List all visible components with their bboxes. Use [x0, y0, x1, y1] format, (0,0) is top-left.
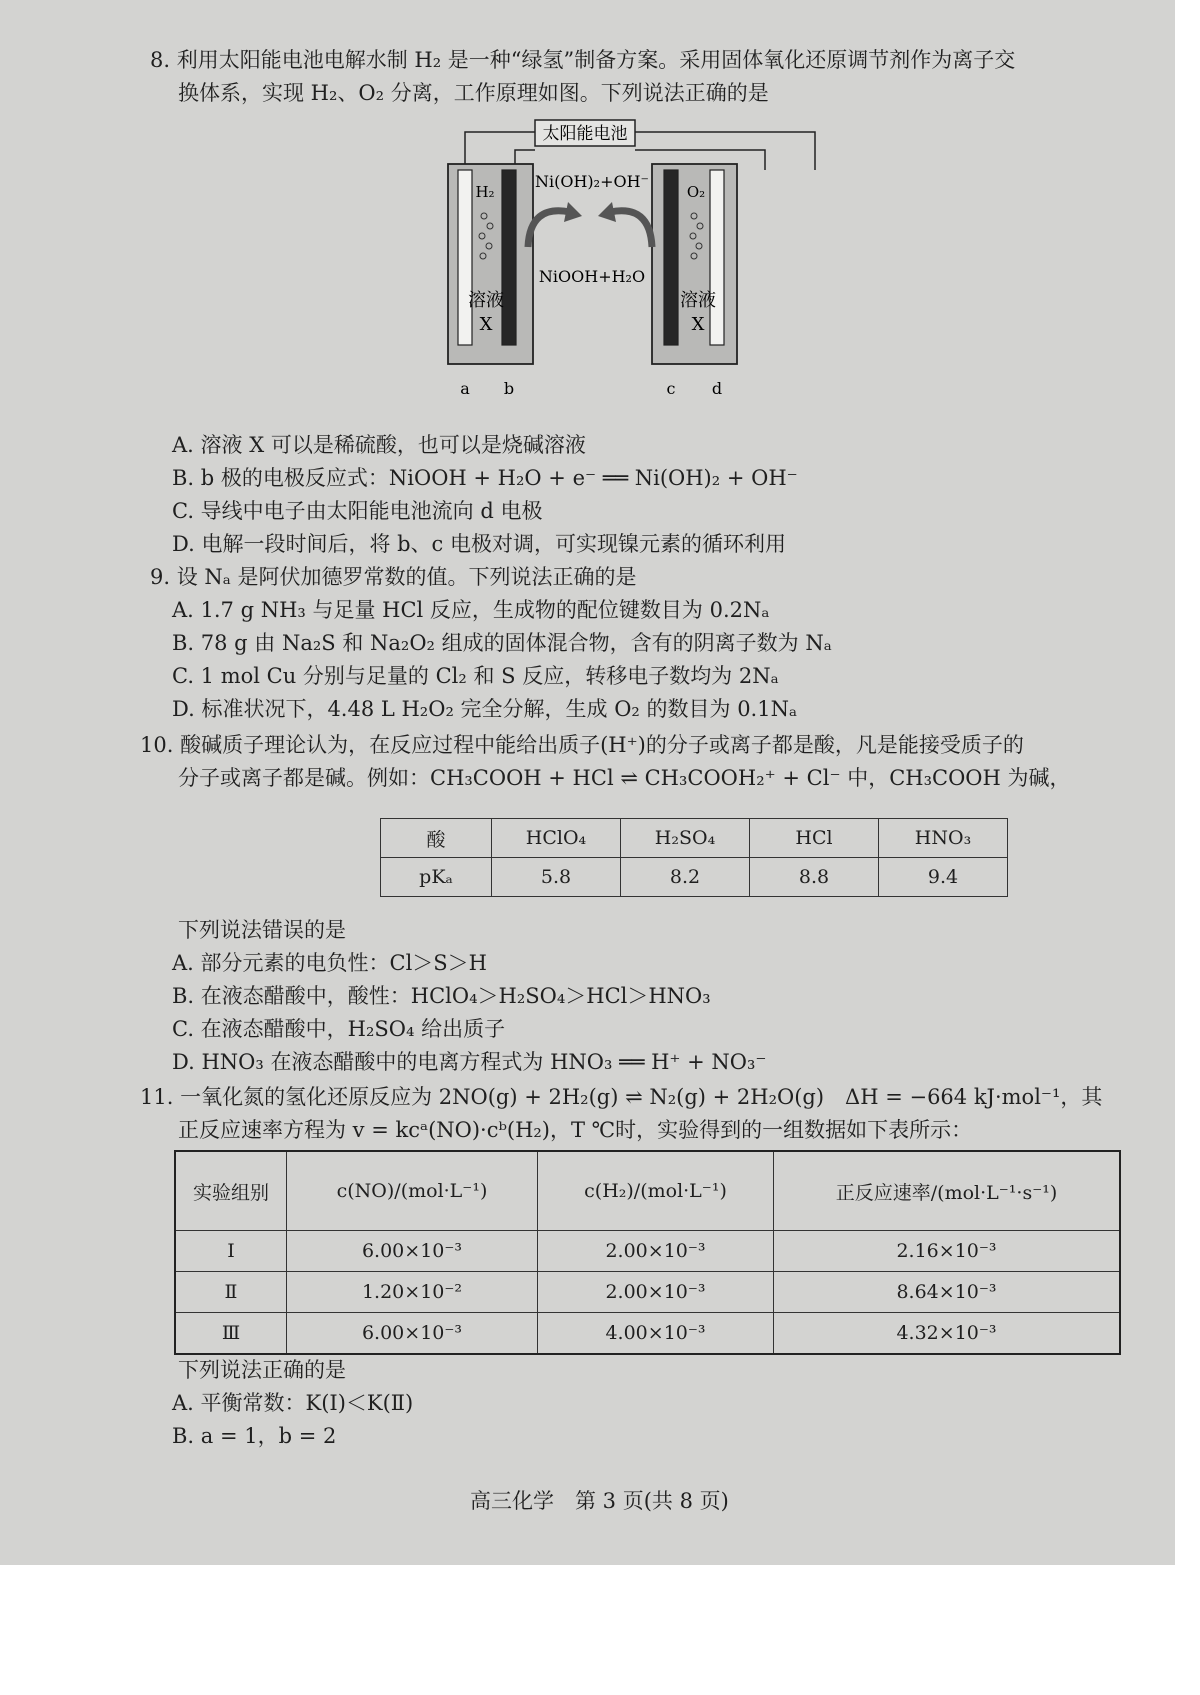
q11-stem-line1: 11. 一氧化氮的氢化还原反应为 2NO(g) + 2H₂(g) ⇌ N₂(g) + 2H₂O(g) ΔH = −664 kJ·mol⁻¹，其: [140, 1085, 1103, 1109]
electrode-b: [502, 170, 516, 345]
pka-value-cell: 9.4: [879, 858, 1008, 897]
q8-option-a: A. 溶液 X 可以是稀硫酸，也可以是烧碱溶液: [172, 433, 586, 457]
pka-header-cell: 酸: [381, 819, 492, 858]
pka-value-cell: 8.2: [621, 858, 750, 897]
electrolysis-diagram: [440, 112, 840, 412]
pka-header-row: [381, 819, 1008, 858]
rate-cell: 4.32×10⁻³: [774, 1313, 1121, 1355]
pka-value-cell: 5.8: [492, 858, 621, 897]
q9-option-d: D. 标准状况下，4.48 L H₂O₂ 完全分解，生成 O₂ 的数目为 0.1Nₐ: [172, 697, 798, 721]
rate-row: [175, 1231, 1120, 1272]
q9-stem: 9. 设 Nₐ 是阿伏加德罗常数的值。下列说法正确的是: [150, 565, 637, 589]
rate-header-row: [175, 1151, 1120, 1231]
pka-header-cell: HNO₃: [879, 819, 1008, 858]
q10-stem-line1: 10. 酸碱质子理论认为，在反应过程中能给出质子(H⁺)的分子或离子都是酸，凡是能接受质子的: [140, 733, 1024, 757]
lower-reaction-label: NiOOH+H₂O: [538, 267, 646, 286]
pka-value-row: [381, 858, 1008, 897]
curved-arrow-right: [610, 211, 652, 247]
rate-cell: Ⅰ: [175, 1231, 287, 1272]
electrode-d: [710, 170, 724, 345]
pka-value-cell: pKₐ: [381, 858, 492, 897]
rate-header-cell: c(H₂)/(mol·L⁻¹): [538, 1151, 774, 1231]
rate-cell: 6.00×10⁻³: [287, 1231, 538, 1272]
solution-left-x: X: [479, 314, 493, 335]
pka-header-cell: HCl: [750, 819, 879, 858]
q10-stem-line2: 分子或离子都是碱。例如：CH₃COOH + HCl ⇌ CH₃COOH₂⁺ + Cl⁻ 中，CH₃COOH 为碱，: [178, 766, 1071, 790]
rate-cell: 6.00×10⁻³: [287, 1313, 538, 1355]
rate-header-cell: 实验组别: [175, 1151, 287, 1231]
pka-table: [380, 818, 1008, 897]
rate-cell: 2.00×10⁻³: [538, 1231, 774, 1272]
h2-label: H₂: [475, 183, 495, 201]
rate-cell: Ⅲ: [175, 1313, 287, 1355]
q11-stem-line2: 正反应速率方程为 v = kcᵃ(NO)·cᵇ(H₂)，T ℃时，实验得到的一组数据如下表所示：: [178, 1118, 973, 1142]
rate-header-cell: 正反应速率/(mol·L⁻¹·s⁻¹): [774, 1151, 1121, 1231]
pka-value-cell: 8.8: [750, 858, 879, 897]
rate-row: [175, 1272, 1120, 1313]
pka-header-cell: HClO₄: [492, 819, 621, 858]
rate-cell: 1.20×10⁻²: [287, 1272, 538, 1313]
q10-option-a: A. 部分元素的电负性：Cl＞S＞H: [172, 951, 487, 975]
rate-cell: Ⅱ: [175, 1272, 287, 1313]
rate-row: [175, 1313, 1120, 1355]
page-footer: 高三化学 第 3 页(共 8 页): [470, 1489, 729, 1513]
q9-option-c: C. 1 mol Cu 分别与足量的 Cl₂ 和 S 反应，转移电子数均为 2Nₐ: [172, 664, 779, 688]
rate-cell: 8.64×10⁻³: [774, 1272, 1121, 1313]
q10-option-b: B. 在液态醋酸中，酸性：HClO₄＞H₂SO₄＞HCl＞HNO₃: [172, 984, 711, 1008]
pka-header-cell: H₂SO₄: [621, 819, 750, 858]
rate-cell: 2.16×10⁻³: [774, 1231, 1121, 1272]
upper-reaction-label: Ni(OH)₂+OH⁻: [534, 172, 650, 191]
electrode-a: [458, 170, 472, 345]
q10-option-c: C. 在液态醋酸中，H₂SO₄ 给出质子: [172, 1017, 506, 1041]
q9-option-b: B. 78 g 由 Na₂S 和 Na₂O₂ 组成的固体混合物，含有的阴离子数为 Nₐ: [172, 631, 832, 655]
rate-table: [174, 1150, 1121, 1355]
electrode-d-label: d: [711, 379, 723, 398]
solution-left-label: 溶液: [468, 290, 504, 311]
q11-option-b: B. a = 1，b = 2: [172, 1424, 337, 1448]
solution-right-label: 溶液: [680, 290, 716, 311]
electrode-a-label: a: [460, 379, 470, 398]
q8-option-b: B. b 极的电极反应式：NiOOH + H₂O + e⁻ ══ Ni(OH)₂ + OH⁻: [172, 466, 798, 490]
rate-header-cell: c(NO)/(mol·L⁻¹): [287, 1151, 538, 1231]
rate-cell: 2.00×10⁻³: [538, 1272, 774, 1313]
q9-option-a: A. 1.7 g NH₃ 与足量 HCl 反应，生成物的配位键数目为 0.2Nₐ: [172, 598, 770, 622]
q8-stem-line1: 8. 利用太阳能电池电解水制 H₂ 是一种“绿氢”制备方案。采用固体氧化还原调节剂作为离子交: [150, 48, 1016, 72]
solar-cell-label: 太阳能电池: [542, 124, 628, 144]
q8-option-c: C. 导线中电子由太阳能电池流向 d 电极: [172, 499, 543, 523]
q11-option-a: A. 平衡常数：K(Ⅰ)＜K(Ⅱ): [172, 1391, 414, 1415]
solution-right-x: X: [691, 314, 705, 335]
o2-label: O₂: [686, 183, 706, 201]
q11-prompt: 下列说法正确的是: [178, 1358, 346, 1382]
electrode-c: [664, 170, 678, 345]
q10-prompt: 下列说法错误的是: [178, 918, 346, 942]
q10-option-d: D. HNO₃ 在液态醋酸中的电离方程式为 HNO₃ ══ H⁺ + NO₃⁻: [172, 1050, 767, 1074]
electrode-c-label: c: [666, 379, 676, 398]
electrode-b-label: b: [503, 379, 515, 398]
curved-arrow-left: [528, 211, 570, 247]
q8-stem-line2: 换体系，实现 H₂、O₂ 分离，工作原理如图。下列说法正确的是: [178, 81, 769, 105]
q8-option-d: D. 电解一段时间后，将 b、c 电极对调，可实现镍元素的循环利用: [172, 532, 786, 556]
rate-cell: 4.00×10⁻³: [538, 1313, 774, 1355]
